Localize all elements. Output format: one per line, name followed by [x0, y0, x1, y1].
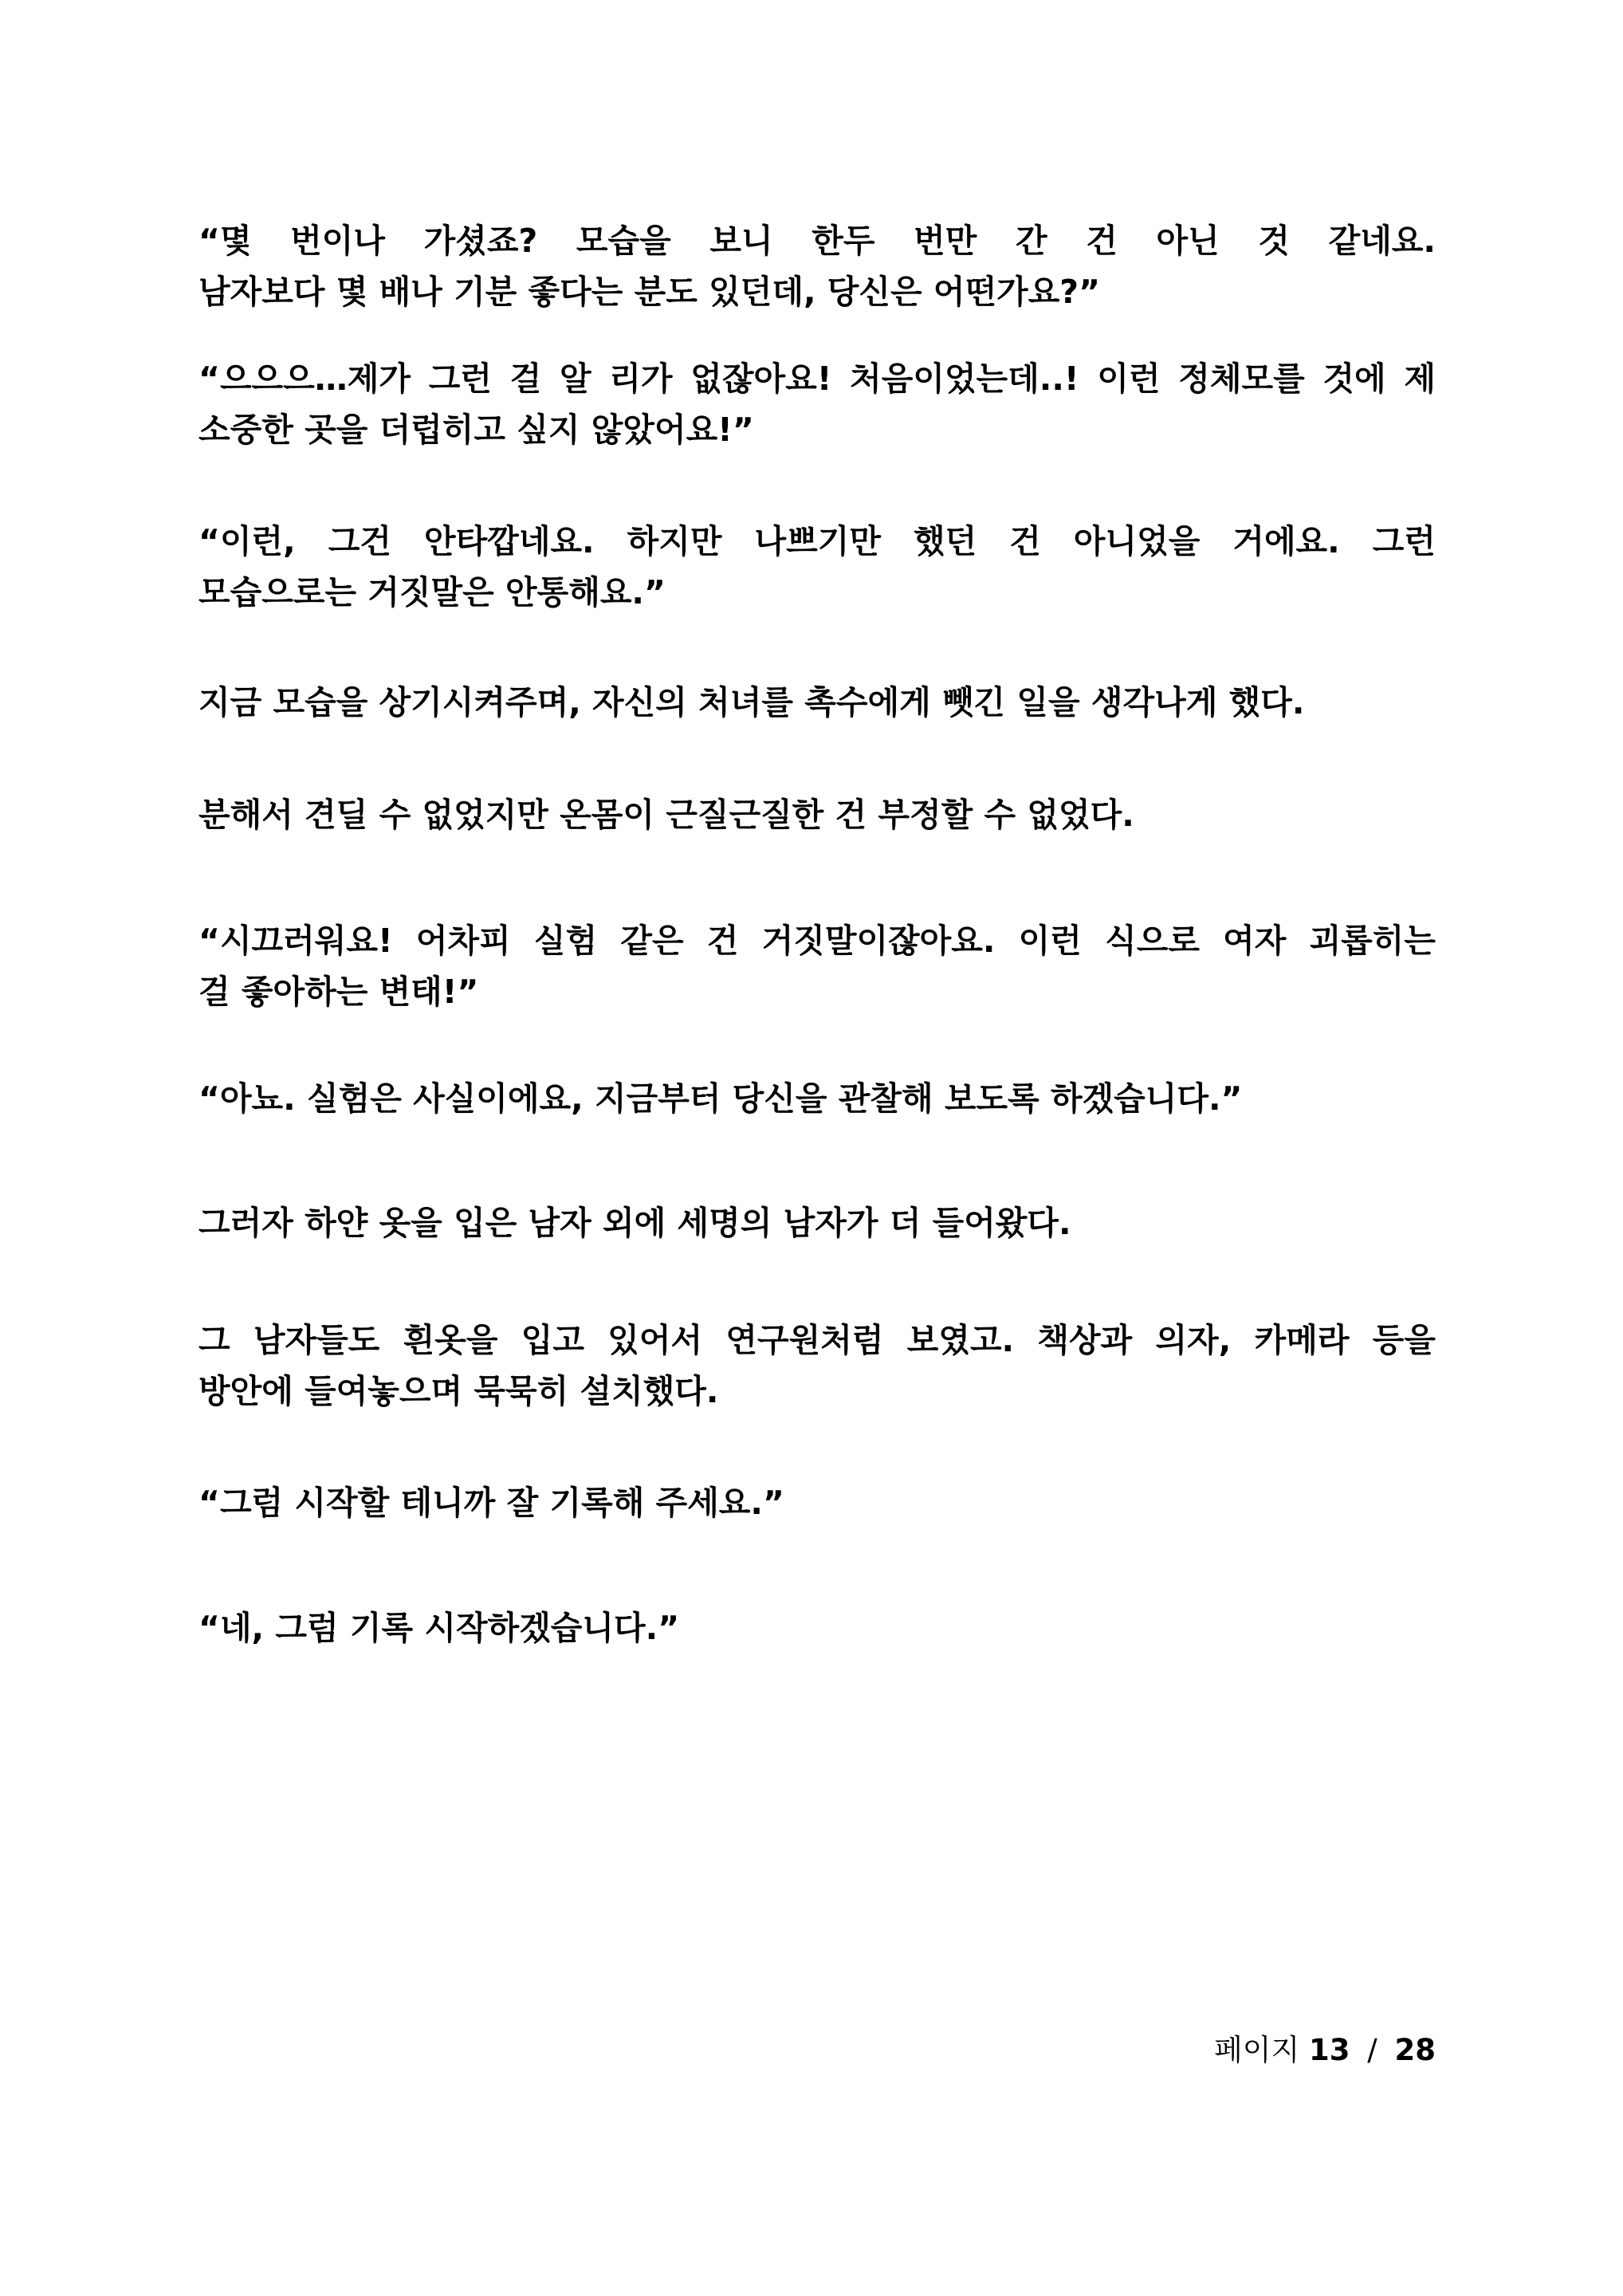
paragraph-line: “으으으…제가 그런 걸 알 리가 없잖아요! 처음이었는데..! 이런 정체모를 것에 제 [198, 360, 1436, 398]
paragraph-line: “이런, 그건 안타깝네요. 하지만 나쁘기만 했던 건 아니었을 거에요. 그런 [198, 522, 1436, 560]
paragraph [198, 677, 1436, 728]
paragraph-line: 걸 좋아하는 변태!” [198, 973, 479, 1011]
paragraph [198, 1197, 1436, 1248]
paragraph [198, 1602, 1436, 1653]
paragraph [198, 1073, 1436, 1124]
paragraph-line: “몇 번이나 가셨죠? 모습을 보니 한두 번만 간 건 아닌 것 같네요. [198, 222, 1436, 260]
paragraph-line: 모습으로는 거짓말은 안통해요.” [198, 573, 666, 611]
page-separator: / [1367, 2033, 1377, 2067]
paragraph [198, 789, 1436, 840]
paragraph [198, 915, 1436, 1017]
paragraph-line: 지금 모습을 상기시켜주며, 자신의 처녀를 촉수에게 뺏긴 일을 생각나게 했다. [198, 683, 1305, 721]
page-footer [1214, 2031, 1436, 2070]
paragraph-line: 방안에 들여놓으며 묵묵히 설치했다. [198, 1372, 719, 1410]
paragraph-line: “그럼 시작할 테니까 잘 기록해 주세요.” [198, 1484, 784, 1522]
paragraph [198, 353, 1436, 455]
paragraph [198, 215, 1436, 317]
paragraph-line: 그러자 하얀 옷을 입은 남자 외에 세명의 남자가 더 들어왔다. [198, 1204, 1071, 1242]
paragraph [198, 1477, 1436, 1528]
paragraph-line: “시끄러워요! 어차피 실험 같은 건 거짓말이잖아요. 이런 식으로 여자 괴롭히는 [198, 922, 1436, 960]
paragraph-line: “네, 그럼 기록 시작하겠습니다.” [198, 1609, 680, 1647]
paragraph-line: 그 남자들도 흰옷을 입고 있어서 연구원처럼 보였고. 책상과 의자, 카메라 등을 [198, 1321, 1436, 1359]
total-page-count: 28 [1394, 2033, 1436, 2067]
paragraph [198, 516, 1436, 618]
page-label: 페이지 [1214, 2033, 1300, 2067]
paragraph [198, 1315, 1436, 1417]
paragraph-line: 남자보다 몇 배나 기분 좋다는 분도 있던데, 당신은 어떤가요?” [198, 273, 1101, 311]
paragraph-line: 소중한 곳을 더럽히고 싶지 않았어요!” [198, 411, 754, 449]
current-page-number: 13 [1309, 2033, 1350, 2067]
paragraph-line: 분해서 견딜 수 없었지만 온몸이 근질근질한 건 부정할 수 없었다. [198, 796, 1134, 834]
paragraph-line: “아뇨. 실험은 사실이에요, 지금부터 당신을 관찰해 보도록 하겠습니다.” [198, 1079, 1243, 1118]
